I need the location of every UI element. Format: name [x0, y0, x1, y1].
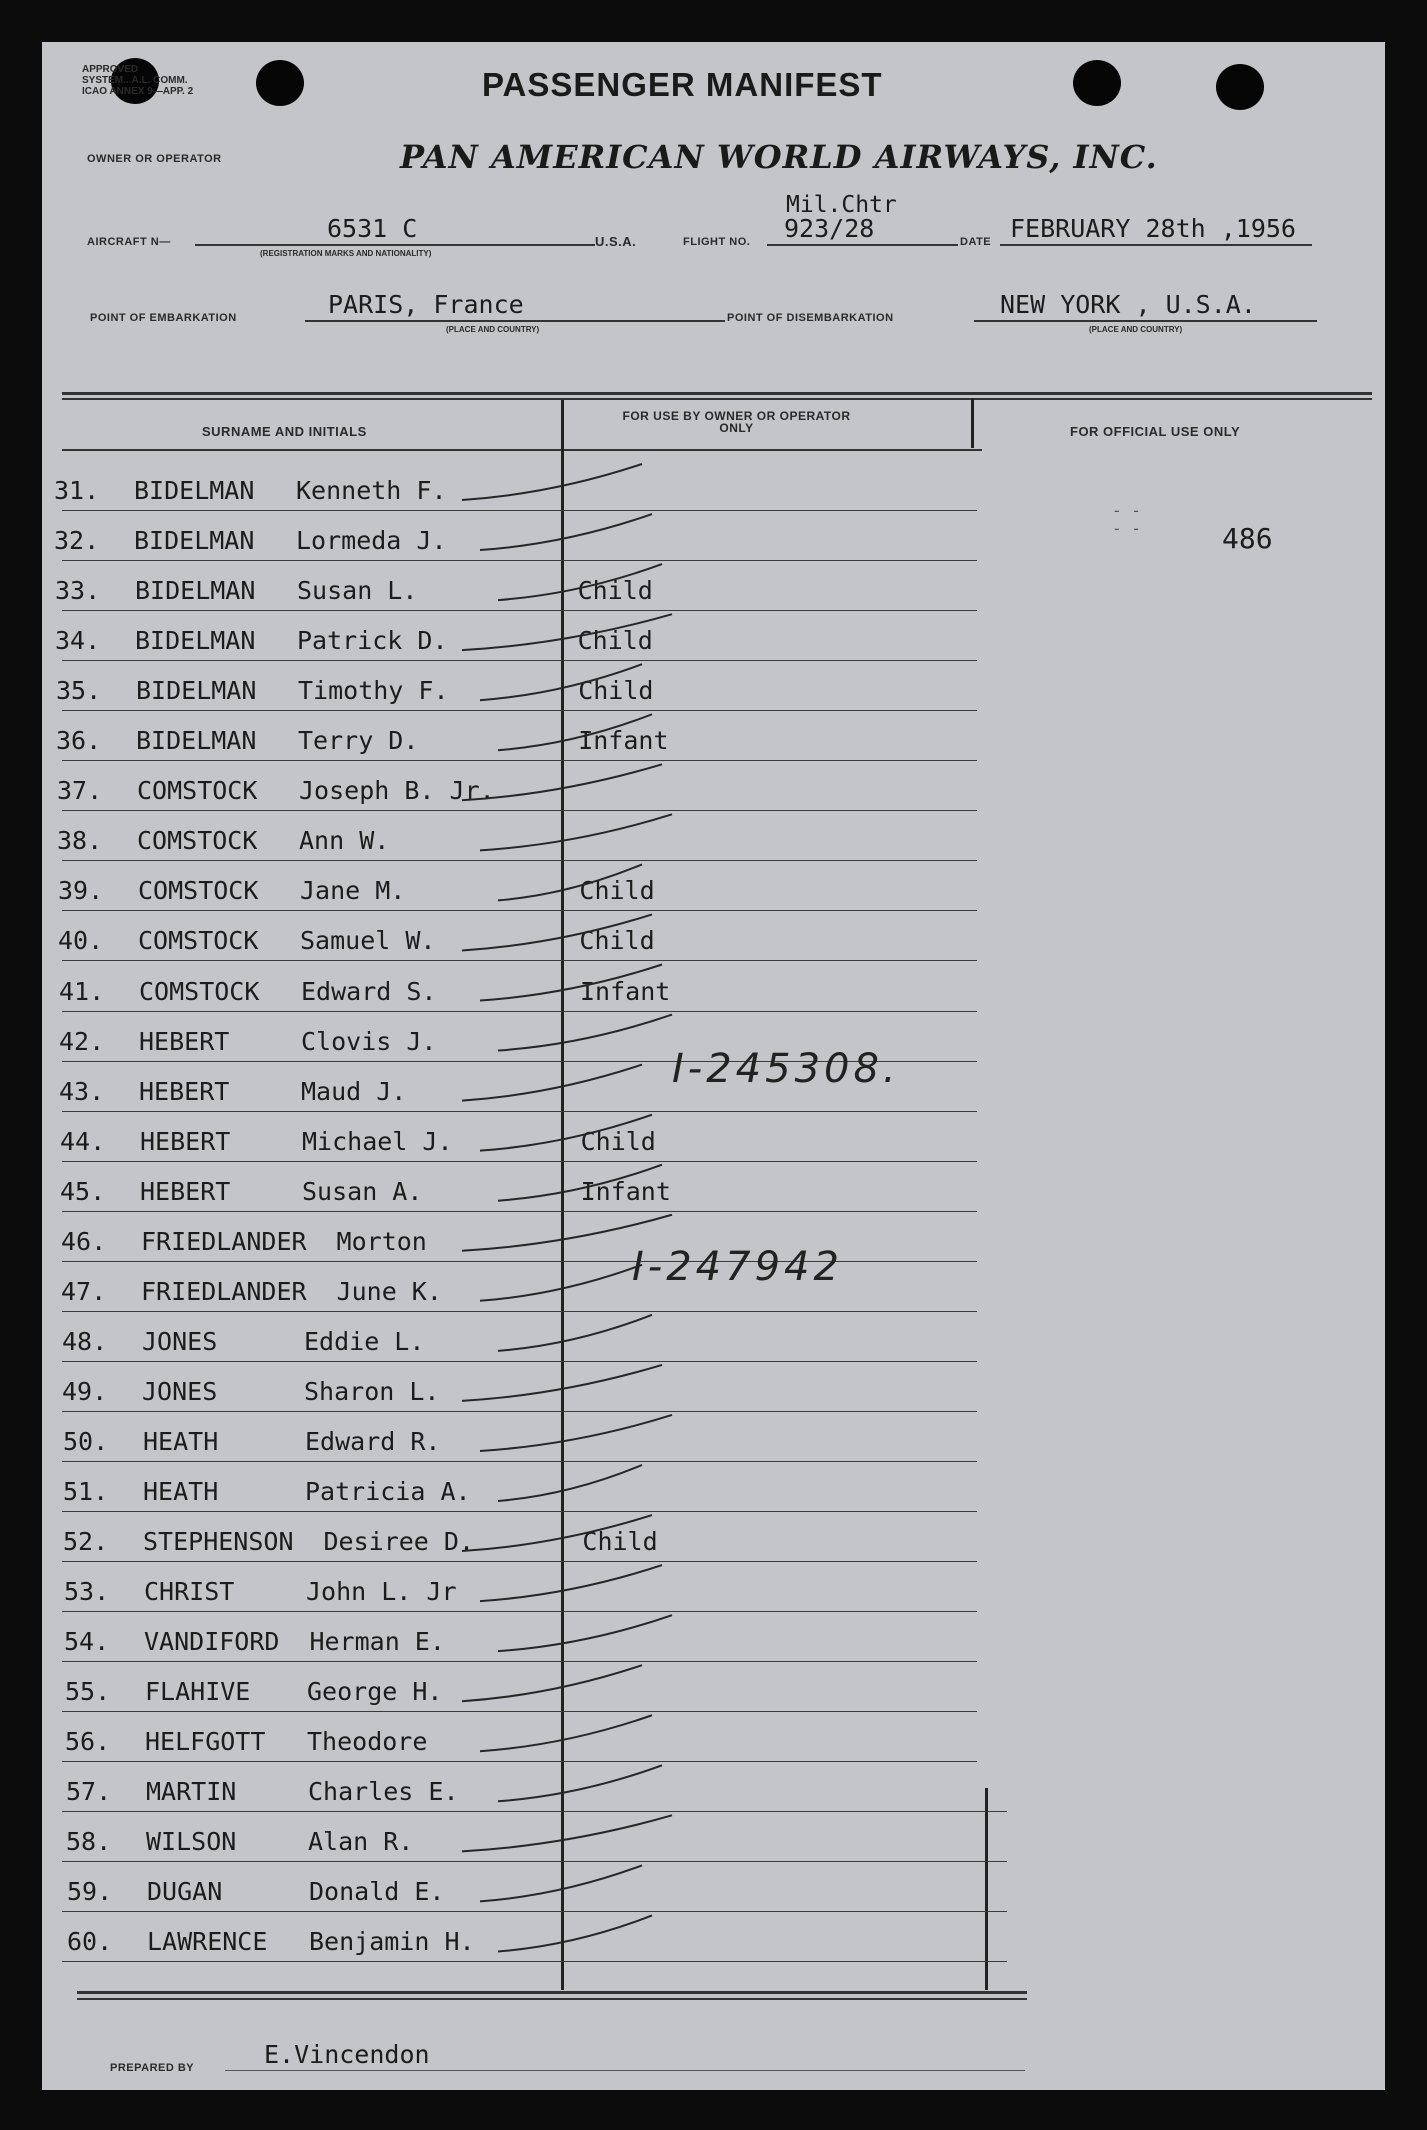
passenger-given-names: Morton	[336, 1226, 427, 1256]
passenger-given-names: Desiree D.	[323, 1527, 475, 1557]
passenger-category: Infant	[580, 1176, 671, 1206]
manifest-page	[42, 42, 1385, 2090]
passenger-number: 39.	[58, 876, 104, 906]
passenger-given-names: Susan L.	[297, 576, 418, 606]
passenger-number: 38.	[57, 826, 103, 856]
passenger-surname: CHRIST	[144, 1577, 235, 1607]
passenger-given-names: Lormeda J.	[296, 526, 447, 556]
passenger-surname: COMSTOCK	[138, 876, 259, 906]
check-mark	[498, 864, 642, 900]
passenger-surname: DUGAN	[147, 1877, 223, 1907]
check-mark	[480, 1415, 672, 1451]
check-mark	[498, 1765, 662, 1801]
flight-number: 923/28	[784, 214, 875, 243]
passenger-number: 57.	[66, 1777, 112, 1807]
table-bottom-rule	[77, 1991, 1027, 1994]
passenger-given-names: Maud J.	[301, 1076, 407, 1106]
check-mark	[498, 1915, 652, 1951]
official-number: 486	[1222, 522, 1273, 555]
passenger-given-names: Clovis J.	[301, 1026, 437, 1056]
col-header-name: SURNAME AND INITIALS	[202, 424, 367, 439]
check-mark	[498, 1465, 642, 1501]
passenger-number: 52.	[63, 1527, 109, 1557]
passenger-number: 37.	[57, 776, 103, 806]
passenger-category: Child	[579, 926, 655, 956]
passenger-surname: WILSON	[146, 1827, 237, 1857]
passenger-given-names: June K.	[336, 1276, 442, 1306]
passenger-number: 59.	[67, 1877, 113, 1907]
check-mark	[462, 1815, 672, 1851]
place-caption: (PLACE AND COUNTRY)	[1089, 325, 1183, 334]
passenger-surname: BIDELMAN	[136, 676, 257, 706]
passenger-surname: LAWRENCE	[147, 1927, 268, 1957]
passenger-surname: BIDELMAN	[135, 576, 256, 606]
operator-name: PAN AMERICAN WORLD AIRWAYS, INC.	[400, 138, 1158, 176]
passenger-category: Child	[579, 876, 655, 906]
passenger-surname: COMSTOCK	[139, 976, 260, 1006]
passenger-given-names: Samuel W.	[300, 926, 436, 956]
passenger-given-names: George H.	[307, 1677, 443, 1707]
passenger-number: 47.	[61, 1276, 107, 1306]
check-mark	[498, 564, 662, 600]
handwritten-id: I-247942	[632, 1244, 843, 1290]
passenger-number: 44.	[60, 1126, 106, 1156]
place-caption: (PLACE AND COUNTRY)	[446, 325, 540, 334]
passenger-number: 60.	[67, 1927, 113, 1957]
passenger-category: Child	[577, 626, 653, 656]
check-mark	[498, 1165, 662, 1201]
check-mark	[462, 1065, 642, 1101]
page-title: PASSENGER MANIFEST	[482, 66, 883, 103]
check-mark	[480, 1865, 642, 1901]
passenger-surname: HEATH	[143, 1426, 219, 1456]
check-mark	[498, 1015, 672, 1051]
passenger-given-names: Edward R.	[305, 1426, 441, 1456]
flight-type: Mil.Chtr	[786, 192, 897, 218]
passenger-number: 49.	[62, 1376, 108, 1406]
passenger-given-names: Herman E.	[309, 1627, 445, 1657]
passenger-given-names: Patrick D.	[297, 626, 448, 656]
handwritten-id: I-245308.	[672, 1046, 900, 1092]
passenger-given-names: Theodore	[307, 1727, 428, 1757]
aircraft-label: AIRCRAFT N—	[87, 236, 171, 248]
passenger-number: 41.	[59, 976, 105, 1006]
passenger-surname: FLAHIVE	[145, 1677, 251, 1707]
check-mark	[462, 1365, 662, 1401]
table-bottom-rule	[77, 1998, 1027, 2000]
prepared-label: PREPARED BY	[110, 2062, 195, 2074]
passenger-given-names: Kenneth F.	[296, 476, 447, 505]
passenger-surname: VANDIFORD	[144, 1627, 280, 1657]
check-mark	[480, 1715, 652, 1751]
passenger-surname: BIDELMAN	[136, 726, 257, 756]
passenger-number: 45.	[60, 1176, 106, 1206]
passenger-given-names: Michael J.	[302, 1126, 453, 1156]
passenger-surname: MARTIN	[146, 1777, 237, 1807]
passenger-surname: HEBERT	[140, 1176, 231, 1206]
passenger-category: Infant	[578, 726, 669, 756]
check-mark	[462, 464, 642, 500]
passenger-surname: JONES	[142, 1376, 218, 1406]
nationality: U.S.A.	[595, 234, 637, 249]
passenger-given-names: Terry D.	[298, 726, 419, 756]
passenger-given-names: Jane M.	[300, 876, 406, 906]
passenger-number: 55.	[65, 1677, 111, 1707]
check-mark	[480, 664, 642, 700]
passenger-surname: COMSTOCK	[137, 826, 258, 856]
passenger-surname: FRIEDLANDER	[141, 1226, 307, 1256]
passenger-surname: HEBERT	[139, 1076, 230, 1106]
passenger-given-names: Sharon L.	[304, 1376, 440, 1406]
disembarkation-place: NEW YORK , U.S.A.	[1000, 290, 1256, 319]
registration-caption: (REGISTRATION MARKS AND NATIONALITY)	[260, 249, 432, 258]
passenger-number: 32.	[54, 526, 100, 556]
passenger-category: Child	[578, 676, 654, 706]
passenger-given-names: Donald E.	[309, 1877, 445, 1907]
passenger-number: 31.	[54, 476, 100, 505]
passenger-given-names: Ann W.	[299, 826, 390, 856]
passenger-given-names: Susan A.	[302, 1176, 423, 1206]
passenger-number: 53.	[64, 1577, 110, 1607]
check-mark	[498, 714, 652, 750]
passenger-surname: HELFGOTT	[145, 1727, 266, 1757]
passenger-given-names: Charles E.	[308, 1777, 459, 1807]
passenger-surname: HEBERT	[139, 1026, 230, 1056]
passenger-number: 42.	[59, 1026, 105, 1056]
faint-mark: - - - -	[1112, 501, 1141, 538]
date-label: DATE	[960, 236, 992, 248]
passenger-number: 33.	[55, 576, 101, 606]
passenger-category: Child	[577, 576, 653, 606]
passenger-given-names: Patricia A.	[305, 1477, 471, 1506]
passenger-given-names: Eddie L.	[304, 1326, 425, 1356]
passenger-surname: JONES	[142, 1326, 218, 1356]
passenger-given-names: Joseph B. Jr.	[299, 776, 495, 806]
col-header-owner: FOR USE BY OWNER OR OPERATOR ONLY	[622, 409, 851, 435]
check-mark	[480, 1565, 662, 1601]
passenger-surname: COMSTOCK	[138, 926, 259, 956]
passenger-surname: HEBERT	[140, 1126, 231, 1156]
check-mark	[480, 1115, 652, 1151]
embarkation-place: PARIS, France	[328, 290, 524, 319]
passenger-number: 48.	[62, 1326, 108, 1356]
check-mark	[462, 764, 662, 800]
passenger-category: Child	[580, 1126, 656, 1156]
passenger-surname: BIDELMAN	[134, 476, 255, 505]
passenger-surname: STEPHENSON	[143, 1527, 294, 1557]
prepared-by-name: E.Vincendon	[264, 2040, 430, 2069]
check-mark	[462, 614, 672, 650]
passenger-given-names: Edward S.	[301, 976, 437, 1006]
passenger-surname: COMSTOCK	[137, 776, 258, 806]
passenger-surname: BIDELMAN	[135, 626, 256, 656]
passenger-surname: FRIEDLANDER	[141, 1276, 307, 1306]
check-mark	[462, 914, 652, 950]
form-code: APPROVED SYSTEM...A.L. COMM. ICAO ANNEX 9—APP. 2	[82, 64, 194, 97]
embarkation-label: POINT OF EMBARKATION	[90, 312, 237, 324]
prepared-line	[225, 2070, 1025, 2071]
passenger-given-names: Alan R.	[308, 1827, 414, 1857]
passenger-surname: HEATH	[143, 1477, 219, 1506]
flight-date: FEBRUARY 28th ,1956	[1010, 214, 1296, 243]
check-mark	[480, 514, 652, 550]
passenger-number: 35.	[56, 676, 102, 706]
aircraft-number: 6531 C	[327, 214, 418, 243]
check-mark	[498, 1615, 672, 1651]
passenger-number: 46.	[61, 1226, 107, 1256]
passenger-number: 51.	[63, 1477, 109, 1506]
check-mark	[480, 965, 662, 1001]
passenger-number: 36.	[56, 726, 102, 756]
check-mark	[498, 1315, 652, 1351]
owner-label: OWNER OR OPERATOR	[87, 153, 222, 165]
passenger-number: 34.	[55, 626, 101, 656]
passenger-category: Child	[582, 1527, 658, 1557]
passenger-number: 58.	[66, 1827, 112, 1857]
passenger-number: 56.	[65, 1727, 111, 1757]
passenger-number: 50.	[63, 1426, 109, 1456]
check-mark	[480, 814, 672, 850]
check-mark	[480, 1265, 642, 1301]
passenger-given-names: John L. Jr	[306, 1577, 457, 1607]
check-mark	[462, 1665, 642, 1701]
check-mark	[462, 1515, 652, 1551]
passenger-surname: BIDELMAN	[134, 526, 255, 556]
passenger-category: Infant	[580, 976, 671, 1006]
passenger-given-names: Timothy F.	[298, 676, 449, 706]
passenger-number: 54.	[64, 1627, 110, 1657]
flight-label: FLIGHT NO.	[683, 236, 751, 248]
passenger-number: 43.	[59, 1076, 105, 1106]
col-header-official: FOR OFFICIAL USE ONLY	[1070, 424, 1241, 439]
disembarkation-label: POINT OF DISEMBARKATION	[727, 312, 894, 324]
passenger-given-names: Benjamin H.	[309, 1927, 475, 1957]
passenger-number: 40.	[58, 926, 104, 956]
